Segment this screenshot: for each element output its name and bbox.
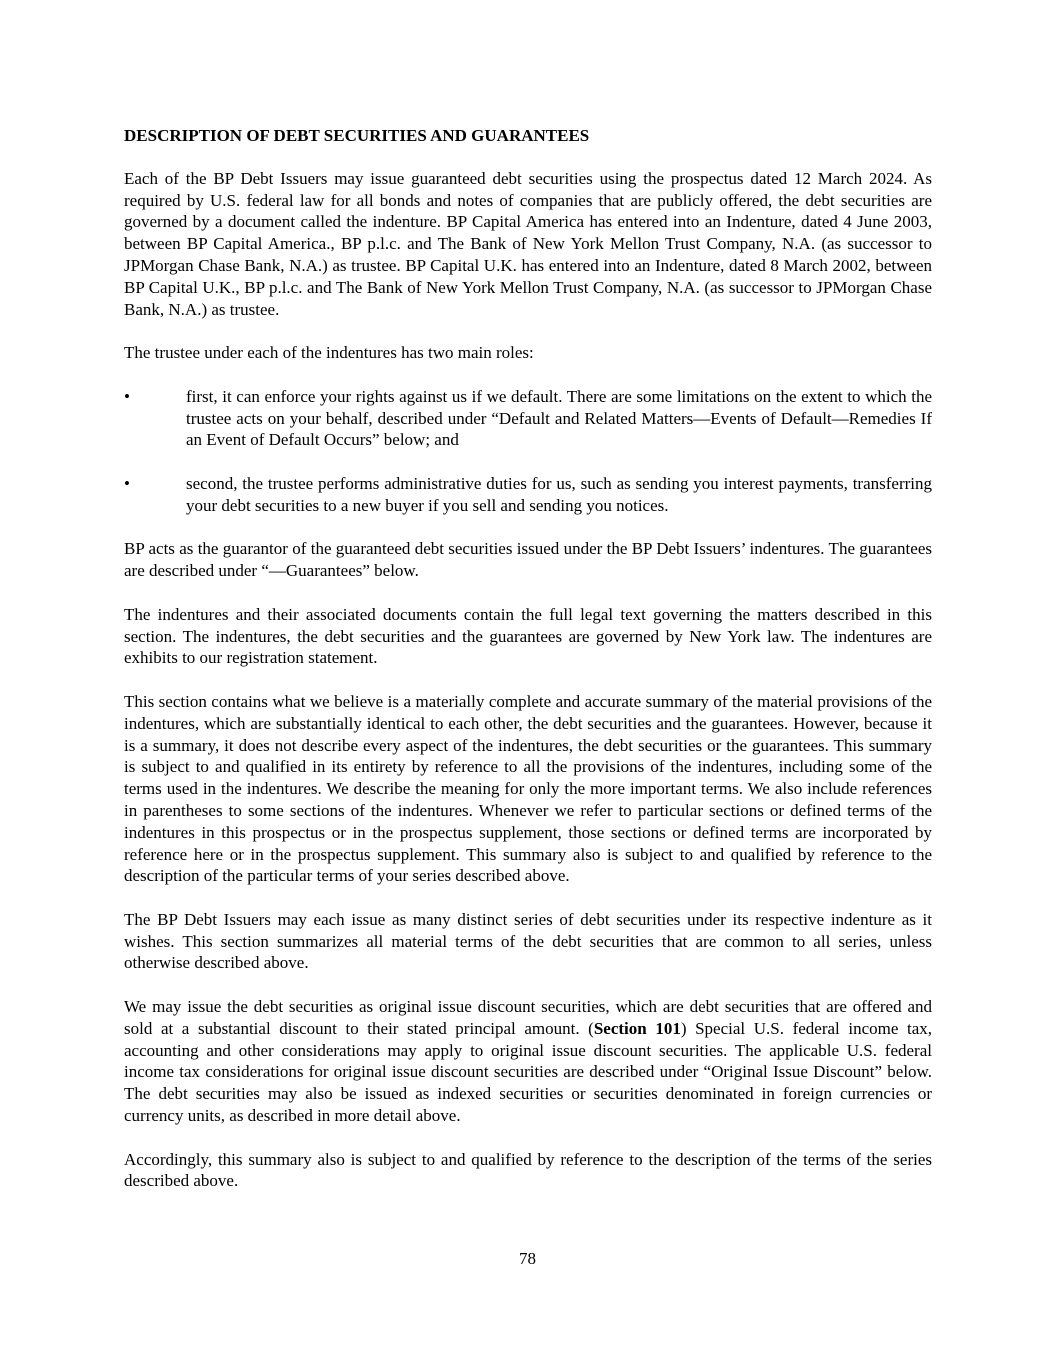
document-page	[124, 125, 932, 1214]
paragraph-trustee-roles: The trustee under each of the indentures has two main roles:	[124, 343, 534, 363]
paragraph-guarantor: BP acts as the guarantor of the guaranteed debt securities issued under the BP Debt Issuers’ indentures. The guarantees are described under “—Guarantees” below.	[124, 539, 932, 581]
bullet-icon: •	[124, 473, 130, 493]
paragraph-governing-law: The indentures and their associated documents contain the full legal text governing the matters described in this section. The indentures, the debt securities and the guarantees are governed by New York law. The indentures are exhibits to our registration statement.	[124, 604, 932, 668]
oid-text-start: We may issue the debt securities as original issue discount securities, which are debt securities that are offered and sold at a substantial discount to their stated principal amount. (	[124, 997, 932, 1038]
bullet-item-administrative-duties	[124, 473, 932, 517]
paragraph-indenture-intro: Each of the BP Debt Issuers may issue guaranteed debt securities using the prospectus dated 12 March 2024. As required by U.S. federal law for all bonds and notes of companies that are publicly offered, the debt securities are governed by a document called the indenture. BP Capital America has entered into an Indenture, dated 4 June 2003, between BP Capital America., BP p.l.c. and The Bank of New York Mellon Trust Company, N.A. (as successor to JPMorgan Chase Bank, N.A.) as trustee. BP Capital U.K. has entered into an Indenture, dated 8 March 2002, between BP Capital U.K., BP p.l.c. and The Bank of New York Mellon Trust Company, N.A. (as successor to JPMorgan Chase Bank, N.A.) as trustee.	[124, 168, 932, 319]
paragraph-original-issue-discount	[124, 996, 932, 1127]
paragraph-summary-scope: This section contains what we believe is a materially complete and accurate summary of the material provisions of the indentures, which are substantially identical to each other, the debt securities and the guarantees. However, because it is a summary, it does not describe every aspect of the indentures, the debt securities or the guarantees. This summary is subject to and qualified in its entirety by reference to all the provisions of the indentures, including some of the terms used in the indentures. We describe the meaning for only the more important terms. We also include references in parentheses to some sections of the indentures. Whenever we refer to particular sections or defined terms of the indentures in this prospectus or in the prospectus supplement, those sections or defined terms are incorporated by reference here or in the prospectus supplement. This summary also is subject to and qualified by reference to the description of the particular terms of your series described above.	[124, 691, 932, 886]
bullet-icon: •	[124, 386, 130, 406]
paragraph-distinct-series: The BP Debt Issuers may each issue as many distinct series of debt securities under its respective indenture as it wishes. This section summarizes all material terms of the debt securities that are common to all series, unless otherwise described above.	[124, 909, 932, 973]
section-reference: Section 101	[593, 1018, 681, 1038]
bullet-text: first, it can enforce your rights against us if we default. There are some limitations on the extent to which the trustee acts on your behalf, described under “Default and Related Matters—Events of Default—Remedies If an Event of Default Occurs” below; and	[186, 386, 932, 450]
page-number: 78	[519, 1249, 536, 1268]
section-heading: DESCRIPTION OF DEBT SECURITIES AND GUARANTEES	[124, 126, 590, 145]
bullet-item-enforce-rights	[124, 386, 932, 451]
paragraph-accordingly: Accordingly, this summary also is subject to and qualified by reference to the description of the terms of the series described above.	[124, 1149, 932, 1191]
oid-text-end: ) Special U.S. federal income tax, accounting and other considerations may apply to original issue discount securities. The applicable U.S. federal income tax considerations for original issue discount securities are described under “Original Issue Discount” below. The debt securities may also be issued as indexed securities or securities denominated in foreign currencies or currency units, as described in more detail above.	[124, 1018, 933, 1126]
bullet-text: second, the trustee performs administrative duties for us, such as sending you interest payments, transferring your debt securities to a new buyer if you sell and sending you notices.	[186, 473, 932, 515]
